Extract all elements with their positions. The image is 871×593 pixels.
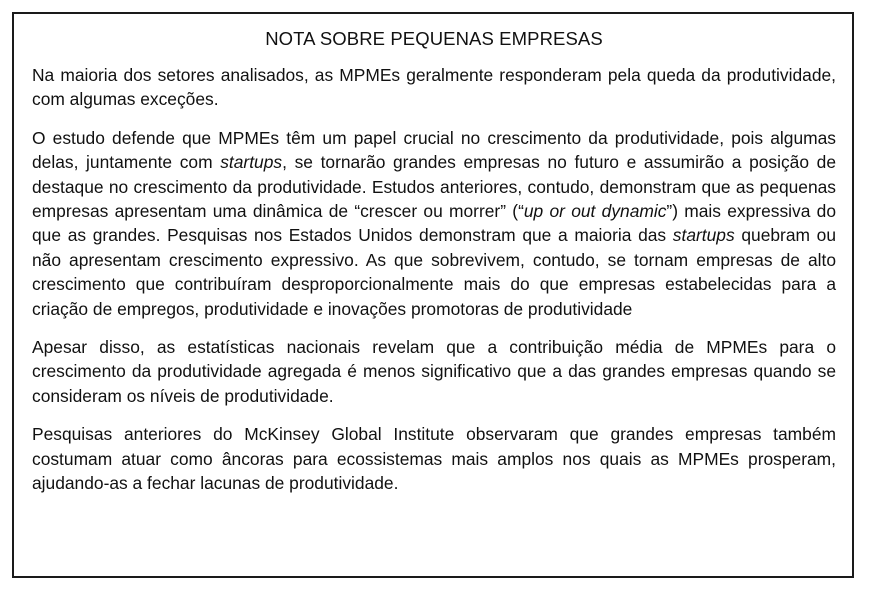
paragraph-2-text-a: O estudo defende que MPMEs têm um papel crucial no crescimento da produtividade, pois algumas delas, juntamente com [32,127,836,173]
paragraph-2-italic-startups-1: startups [220,152,283,173]
paragraph-2 [32,126,836,321]
paragraph-1: Na maioria dos setores analisados, as MPMEs geralmente responderam pela queda da produtividade, com algumas exceções. [32,65,836,110]
paragraph-2-text-g: quebram ou não apresentam crescimento expressivo. As que sobrevivem, contudo, se tornam empresas de alto crescimento que contribuíram desproporcionalmente mais do que empresas estabelecidas para a criação de empregos, produtividade e inovações promotoras de produtividade [32,225,836,319]
paragraph-2-text-c: , se tornarão grandes empresas no futuro e assumirão a posição de destaque no crescimento da produtividade. Estudos anteriores, contudo, demonstram que as pequenas empresas apresentam uma dinâmica de “crescer ou morrer” (“ [32,152,836,222]
note-box [12,12,854,578]
paragraph-4: Pesquisas anteriores do McKinsey Global Institute observaram que grandes empresas também costumam atuar como âncoras para ecossistemas mais amplos nos quais as MPMEs prosperam, ajudando-as a fechar lacunas de produtividade. [32,424,836,494]
paragraph-2-text-e: ”) mais expressiva do que as grandes. Pesquisas nos Estados Unidos demonstram que a maioria das [32,201,837,246]
paragraph-2-italic-startups-2: startups [672,225,735,246]
note-title: NOTA SOBRE PEQUENAS EMPRESAS [265,28,603,49]
paragraph-3: Apesar disso, as estatísticas nacionais revelam que a contribuição média de MPMEs para o crescimento da produtividade agregada é menos significativo que a das grandes empresas quando se consideram os níveis de produtividade. [32,337,836,406]
paragraph-2-italic-up-or-out: up or out dynamic [523,201,667,222]
